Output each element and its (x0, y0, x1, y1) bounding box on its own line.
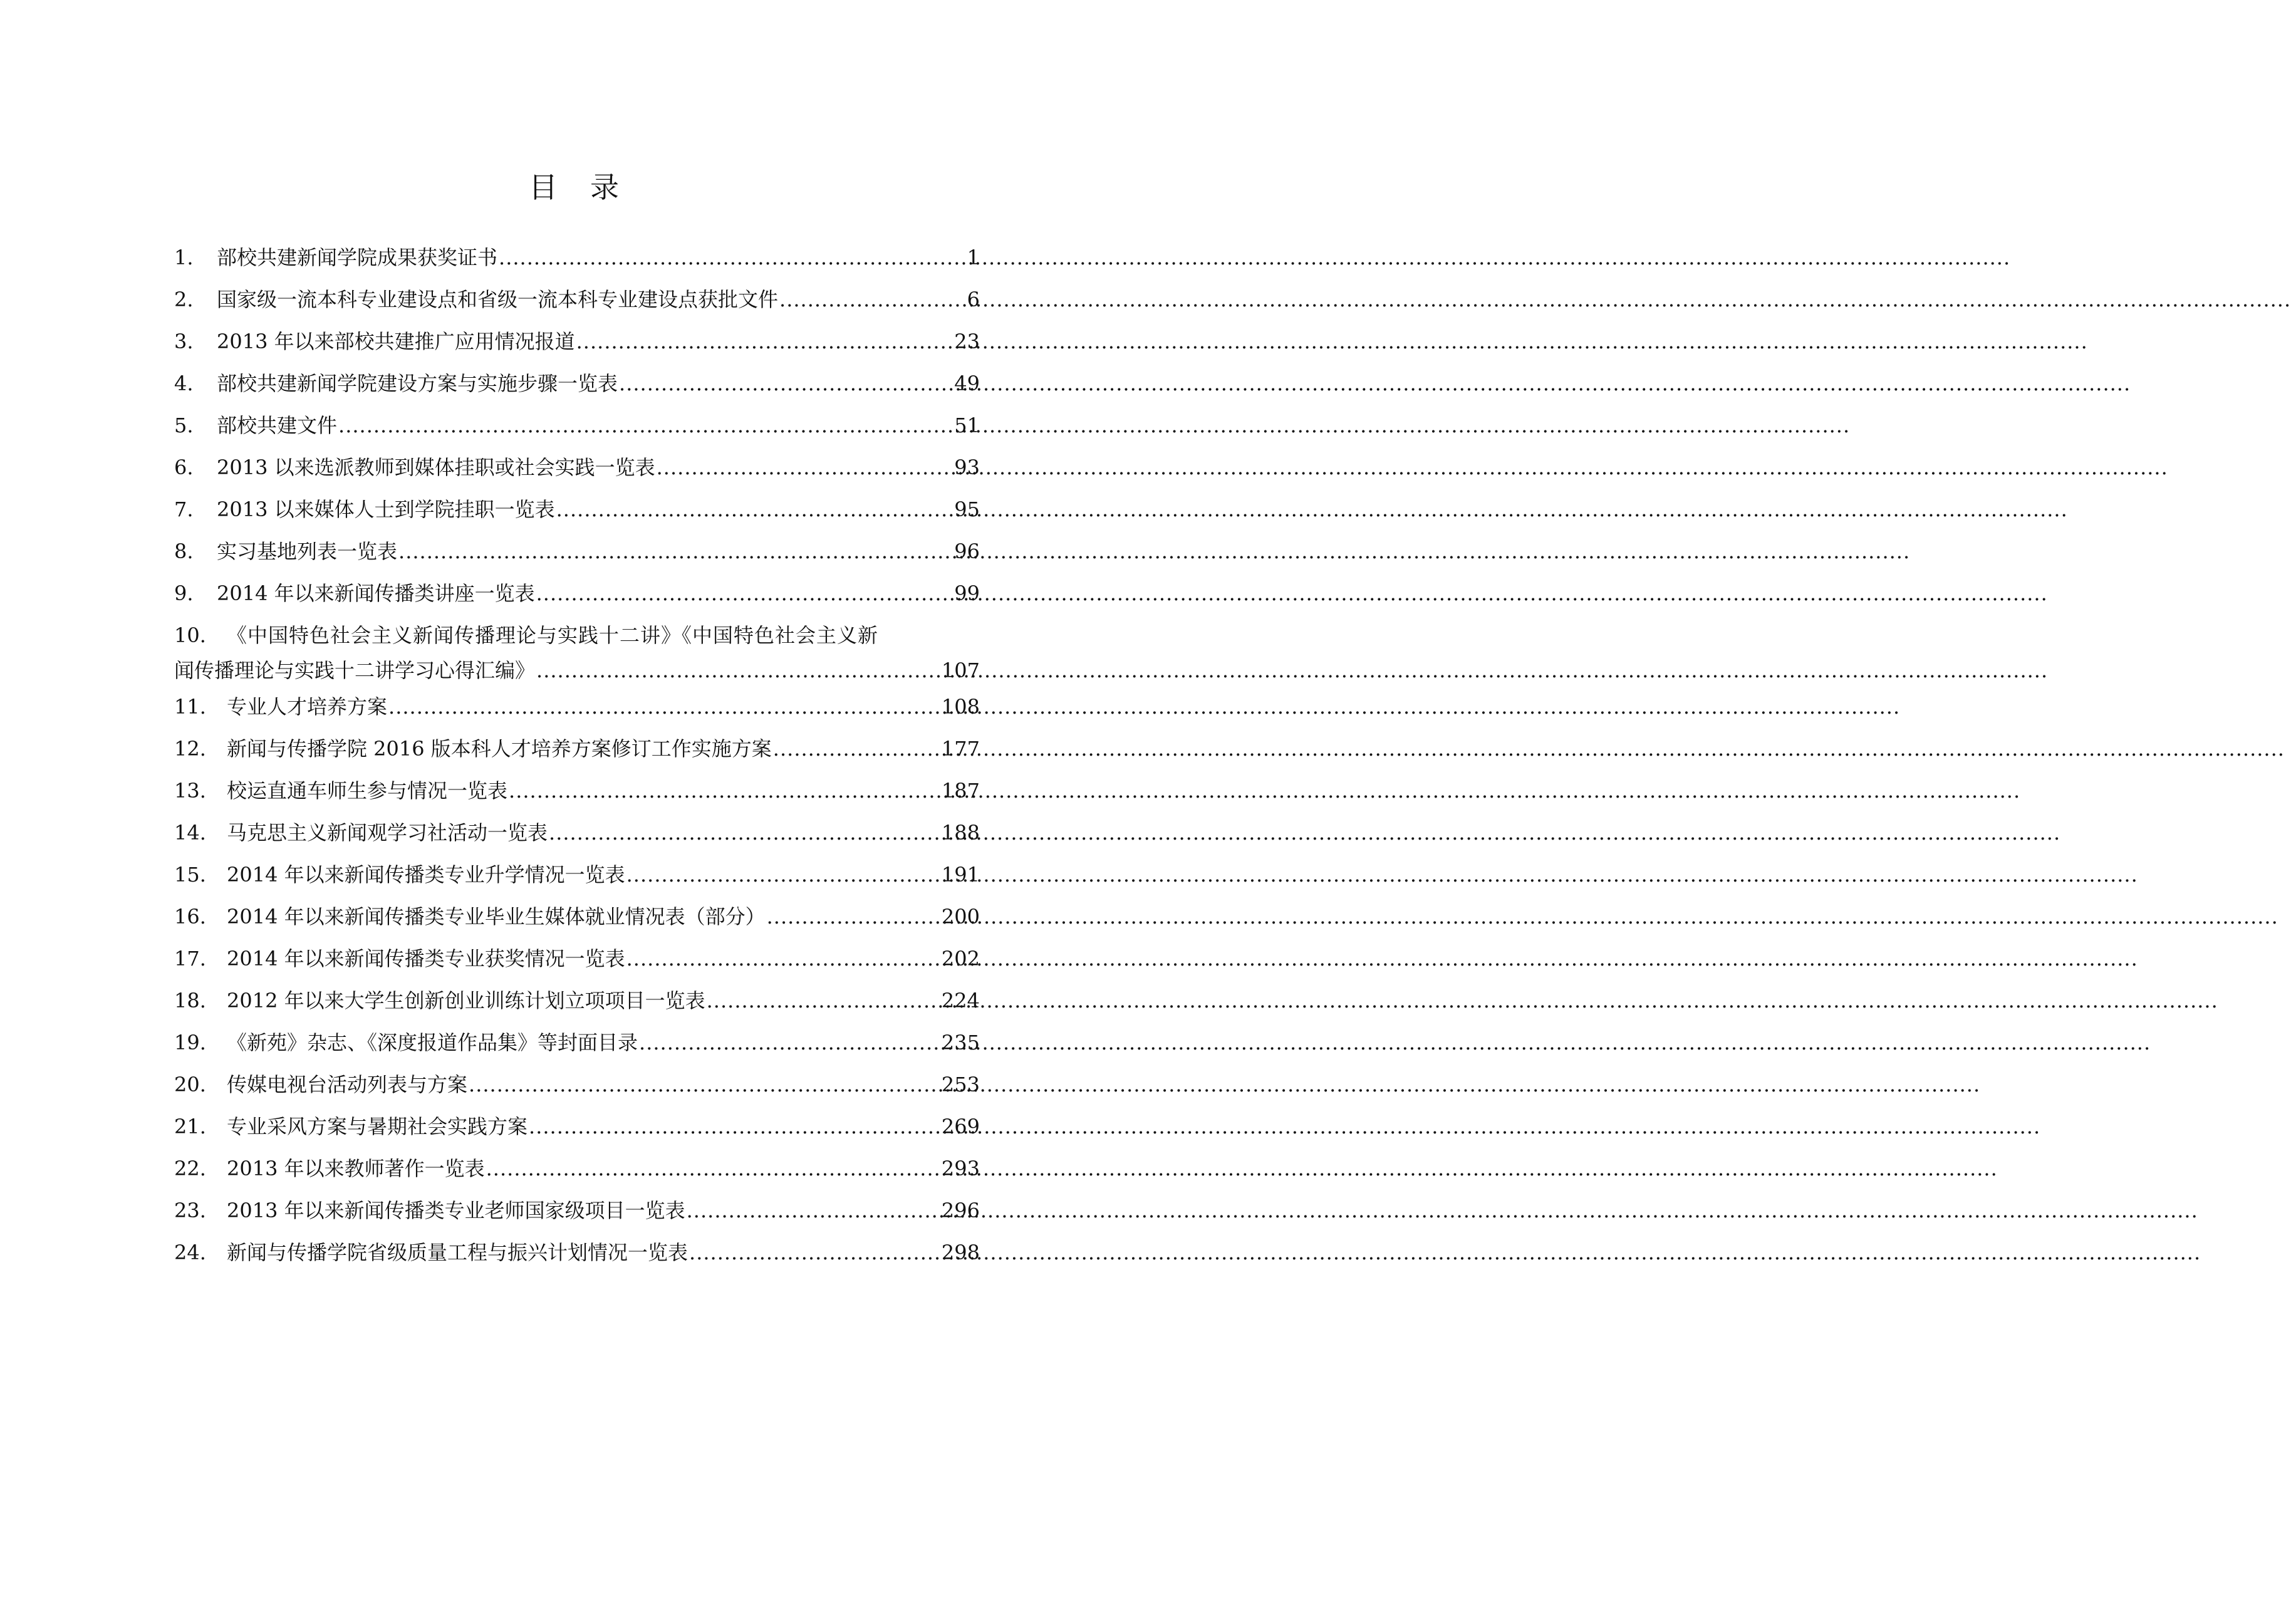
toc-entry[interactable] (174, 324, 980, 366)
toc-entry-number: 16. (174, 905, 206, 929)
toc-entry-number: 18. (174, 989, 206, 1012)
table-of-contents (174, 240, 980, 1277)
toc-entry-number: 6. (174, 455, 194, 479)
toc-entry-page: 298 (941, 1241, 980, 1264)
toc-entry-multiline[interactable] (174, 618, 980, 689)
toc-entry-page: 188 (941, 821, 980, 845)
toc-entry-title-line2: 闻传播理论与实践十二讲学习心得汇编》 (174, 658, 536, 682)
title-char-right: 录 (590, 170, 619, 204)
toc-leader-dots (626, 857, 940, 892)
toc-entry-title: 2012 年以来大学生创新创业训练计划立项项目一览表 (227, 989, 705, 1012)
toc-entry[interactable] (174, 492, 980, 534)
toc-entry-number: 14. (174, 821, 206, 845)
toc-entry-number: 7. (174, 497, 194, 521)
toc-leader-dots (529, 1109, 940, 1144)
toc-leader-dots (388, 689, 940, 724)
toc-entry-title: 2013 年以来新闻传播类专业老师国家级项目一览表 (227, 1199, 685, 1222)
toc-entry-number: 12. (174, 737, 206, 761)
toc-entry-title: 国家级一流本科专业建设点和省级一流本科专业建设点获批文件 (217, 288, 779, 311)
toc-entry-number: 24. (174, 1241, 206, 1264)
toc-leader-dots (779, 282, 966, 317)
toc-entry-page: 51 (954, 414, 980, 437)
toc-entry-title: 2013 以来选派教师到媒体挂职或社会实践一览表 (217, 455, 655, 479)
toc-entry[interactable] (174, 534, 980, 576)
toc-leader-dots (767, 899, 940, 934)
toc-entry-title: 专业人才培养方案 (227, 695, 388, 719)
toc-entry-number: 23. (174, 1199, 206, 1222)
toc-entry-page: 187 (941, 779, 980, 803)
toc-entry-title: 部校共建新闻学院建设方案与实施步骤一览表 (217, 372, 618, 395)
toc-entry-title: 马克思主义新闻观学习社活动一览表 (227, 821, 548, 845)
toc-entry-number: 9. (174, 581, 194, 605)
toc-leader-dots (536, 576, 953, 611)
toc-entry-page: 93 (954, 455, 980, 479)
toc-entry[interactable] (174, 1235, 980, 1277)
toc-entry[interactable] (174, 1193, 980, 1235)
toc-entry-page: 202 (941, 947, 980, 971)
toc-entry-number: 8. (174, 539, 194, 563)
toc-leader-dots (619, 366, 953, 401)
toc-entry[interactable] (174, 899, 980, 941)
toc-entry-page: 200 (941, 905, 980, 929)
toc-entry[interactable] (174, 240, 980, 282)
toc-entry-title: 新闻与传播学院 2016 版本科人才培养方案修订工作实施方案 (227, 737, 772, 761)
toc-entry-title: 2014 年以来新闻传播类专业毕业生媒体就业情况表（部分） (227, 905, 766, 929)
toc-entry-page: 99 (954, 581, 980, 605)
toc-entry-title: 部校共建文件 (217, 414, 338, 437)
toc-entry-title: 部校共建新闻学院成果获奖证书 (217, 246, 498, 269)
toc-leader-dots (576, 324, 953, 359)
toc-entry-number: 1. (174, 246, 194, 269)
title-char-left: 目 (529, 170, 558, 204)
toc-entry-page: 96 (954, 539, 980, 563)
toc-entry-page: 269 (941, 1115, 980, 1138)
toc-entry-number: 21. (174, 1115, 206, 1138)
toc-entry[interactable] (174, 773, 980, 815)
toc-entry[interactable] (174, 689, 980, 731)
toc-entry-number: 19. (174, 1031, 206, 1054)
toc-entry-title: 2013 年以来教师著作一览表 (227, 1157, 485, 1180)
toc-entry[interactable] (174, 1109, 980, 1151)
toc-leader-dots (486, 1151, 940, 1186)
toc-entry[interactable] (174, 282, 980, 324)
toc-entry-page: 95 (954, 497, 980, 521)
toc-leader-dots (773, 731, 940, 766)
toc-leader-dots (536, 653, 940, 688)
toc-entry[interactable] (174, 857, 980, 899)
toc-leader-dots (338, 408, 953, 443)
toc-entry[interactable] (174, 1025, 980, 1067)
toc-leader-dots (687, 1193, 940, 1228)
toc-entry-number: 2. (174, 288, 194, 311)
toc-entry-page: 6 (967, 288, 980, 311)
toc-entry-number: 17. (174, 947, 206, 971)
toc-entry-number: 20. (174, 1073, 206, 1096)
toc-entry-title: 专业采风方案与暑期社会实践方案 (227, 1115, 528, 1138)
toc-leader-dots (689, 1235, 940, 1270)
toc-entry-number: 10. (174, 623, 206, 647)
toc-entry[interactable] (174, 731, 980, 773)
toc-leader-dots (657, 450, 953, 485)
toc-entry[interactable] (174, 1151, 980, 1193)
toc-entry-page: 224 (941, 989, 980, 1012)
toc-entry-page: 253 (941, 1073, 980, 1096)
toc-entry-page: 23 (954, 330, 980, 353)
toc-leader-dots (398, 534, 953, 569)
toc-entry-number: 13. (174, 779, 206, 803)
toc-entry-page: 107 (941, 658, 980, 682)
toc-entry[interactable] (174, 1067, 980, 1109)
toc-entry-title: 实习基地列表一览表 (217, 539, 398, 563)
toc-entry-title: 2014 年以来新闻传播类讲座一览表 (217, 581, 535, 605)
toc-leader-dots (469, 1067, 940, 1102)
toc-entry-title: 2014 年以来新闻传播类专业升学情况一览表 (227, 863, 625, 887)
toc-entry-page: 1 (967, 246, 980, 269)
toc-entry-number: 5. (174, 414, 194, 437)
toc-entry-page: 296 (941, 1199, 980, 1222)
toc-entry-number: 15. (174, 863, 206, 887)
toc-leader-dots (639, 1025, 940, 1060)
toc-entry-number: 22. (174, 1157, 206, 1180)
toc-leader-dots (626, 941, 940, 976)
toc-entry-page: 108 (941, 695, 980, 719)
toc-entry-page: 235 (941, 1031, 980, 1054)
toc-leader-dots (499, 240, 966, 275)
toc-entry-page: 293 (941, 1157, 980, 1180)
toc-leader-dots (556, 492, 953, 527)
toc-entry-title: 《新苑》杂志、《深度报道作品集》等封面目录 (227, 1031, 638, 1054)
toc-entry[interactable] (174, 450, 980, 492)
toc-entry-number: 11. (174, 695, 206, 719)
toc-entry[interactable] (174, 408, 980, 450)
toc-leader-dots (707, 983, 940, 1018)
toc-entry-title: 2014 年以来新闻传播类专业获奖情况一览表 (227, 947, 625, 971)
toc-entry[interactable] (174, 941, 980, 983)
toc-entry[interactable] (174, 983, 980, 1025)
toc-entry-number: 3. (174, 330, 194, 353)
toc-entry[interactable] (174, 815, 980, 857)
toc-entry-title: 新闻与传播学院省级质量工程与振兴计划情况一览表 (227, 1241, 688, 1264)
toc-entry-page: 49 (954, 372, 980, 395)
toc-entry[interactable] (174, 366, 980, 408)
toc-entry-title: 传媒电视台活动列表与方案 (227, 1073, 468, 1096)
toc-entry-page: 191 (941, 863, 980, 887)
toc-entry-number: 4. (174, 372, 194, 395)
toc-leader-dots (509, 773, 940, 808)
toc-entry[interactable] (174, 576, 980, 618)
toc-entry-title: 2013 年以来部校共建推广应用情况报道 (217, 330, 575, 353)
toc-entry-page: 177 (941, 737, 980, 761)
toc-leader-dots (549, 815, 940, 850)
toc-entry-title-line1: 《中国特色社会主义新闻传播理论与实践十二讲》《中国特色社会主义新 (227, 623, 879, 647)
page-title (0, 165, 1148, 206)
toc-entry-title: 校运直通车师生参与情况一览表 (227, 779, 508, 803)
toc-entry-title: 2013 以来媒体人士到学院挂职一览表 (217, 497, 555, 521)
